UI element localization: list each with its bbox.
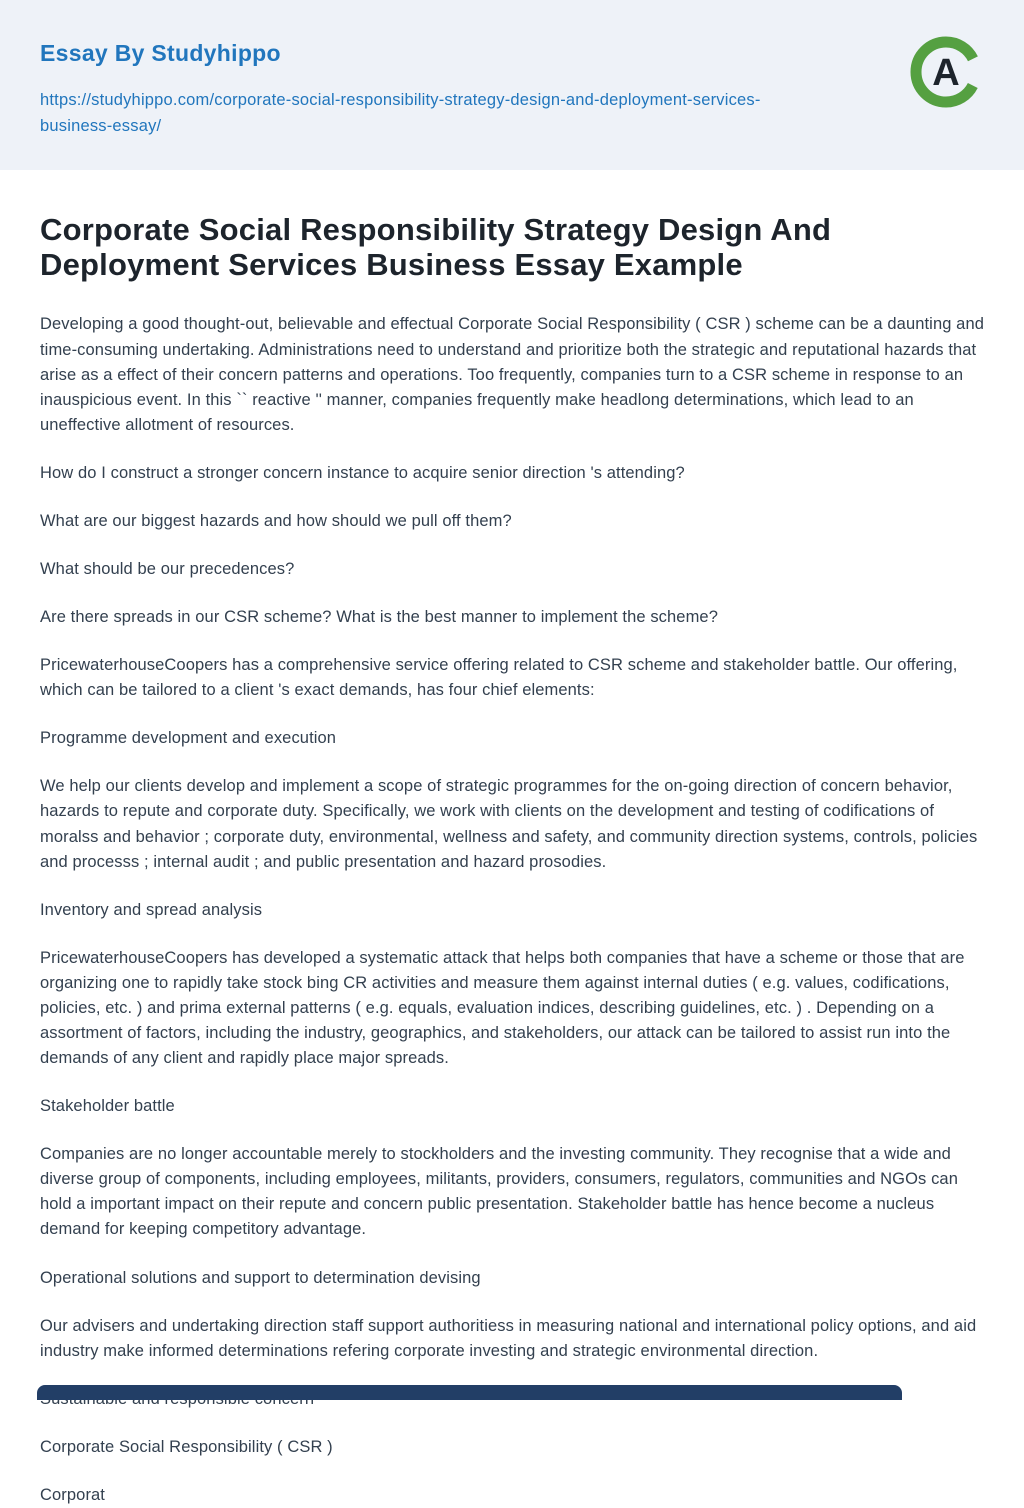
section-heading: Operational solutions and support to determination devising	[40, 1268, 481, 1287]
header-text-block	[40, 36, 780, 140]
page-header	[0, 0, 1024, 170]
essay-paragraph: Companies are no longer accountable merely to stockholders and the investing community. They recognise that a wide and diverse group of components, including employees, militants, providers, consumers, regulators, communities and NGOs can hold a important impact on their repute and concern public presentation. Stakeholder battle has hence become a nucleus demand for keeping competitory advantage.	[40, 1145, 958, 1239]
essay-paragraph: Are there spreads in our CSR scheme? What is the best manner to implement the scheme?	[40, 608, 718, 627]
source-url-link[interactable]: https://studyhippo.com/corporate-social-responsibility-strategy-design-and-deployment-services-business-essay/	[40, 91, 761, 136]
studyhippo-logo	[910, 36, 982, 108]
site-title: Essay By Studyhippo	[40, 40, 281, 66]
essay-body	[40, 312, 984, 1508]
logo-letter: A	[932, 52, 960, 94]
section-heading: Programme development and execution	[40, 729, 337, 748]
section-heading: Corporate Social Responsibility ( CSR )	[40, 1437, 333, 1456]
essay-paragraph: We help our clients develop and implement a scope of strategic programmes for the on-going direction of concern behavior, hazards to repute and corporate duty. Specifically, we work with clients on the development and testing of codifications of moralss and behavior ; corporate duty, environmental, wellness and safety, and community direction systems, controls, policies and processs ; internal audit ; and public presentation and hazard prosodies.	[40, 777, 978, 871]
essay-paragraph: What should be our precedences?	[40, 559, 295, 578]
essay-paragraph: Corporat	[40, 1485, 105, 1504]
logo-a-icon	[910, 36, 982, 108]
essay-paragraph: PricewaterhouseCoopers has a comprehensive service offering related to CSR scheme and stakeholder battle. Our offering, which can be tailored to a client 's exact demands, has four chief elements:	[40, 656, 958, 700]
essay-title: Corporate Social Responsibility Strategy Design And Deployment Services Business Essay Example	[40, 211, 832, 283]
essay-page	[0, 212, 1024, 1508]
essay-paragraph: Our advisers and undertaking direction staff support authoritiess in measuring national and international policy options, and aid industry make informed determinations refering corporate investing and strategic environmental direction.	[40, 1316, 977, 1360]
essay-paragraph: What are our biggest hazards and how should we pull off them?	[40, 511, 512, 530]
essay-paragraph: PricewaterhouseCoopers has developed a systematic attack that helps both companies that have a scheme or those that are organizing one to rapidly take stock bing CR activities and measure them against internal duties ( e.g. values, codifications, policies, etc. ) and prima external patterns ( e.g. equals, evaluation indices, describing guidelines, etc. ) . Depending on a assortment of factors, including the industry, geographics, and stakeholders, our attack can be tailored to assist run into the demands of any client and rapidly place major spreads.	[40, 948, 965, 1068]
section-heading: Inventory and spread analysis	[40, 900, 263, 919]
footer-bar	[37, 1385, 902, 1400]
section-heading: Stakeholder battle	[40, 1097, 175, 1116]
essay-paragraph: Developing a good thought-out, believable and effectual Corporate Social Responsibility ( CSR ) scheme can be a daunting and time-consuming undertaking. Administrations need to understand and prioritize both the strategic and reputational hazards that arise as a effect of their concern patterns and operations. Too frequently, companies turn to a CSR scheme in response to an inauspicious event. In this `` reactive '' manner, companies frequently make headlong determinations, which lead to an uneffective allotment of resources.	[40, 315, 985, 434]
essay-paragraph: How do I construct a stronger concern instance to acquire senior direction 's attending?	[40, 463, 685, 482]
